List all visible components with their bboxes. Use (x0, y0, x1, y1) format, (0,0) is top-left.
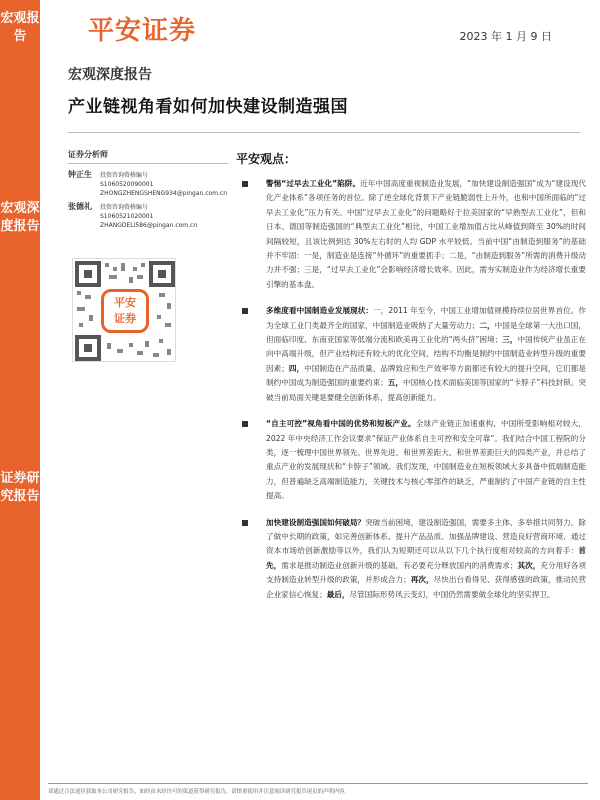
analyst-name: 张德礼 (68, 202, 92, 211)
analyst-cert: S1060521020001 (100, 213, 154, 220)
page-title: 产业链视角看如何加快建设制造强国 (68, 97, 348, 117)
bullet-square-icon (242, 520, 248, 526)
analyst-role: 投资咨询资格编号 (100, 204, 149, 211)
key-views (236, 150, 586, 602)
analyst-panel (68, 150, 228, 234)
analyst-role: 投资咨询资格编号 (100, 172, 149, 179)
footer-divider (48, 783, 588, 784)
qr-code (72, 258, 176, 362)
title-divider (68, 132, 580, 133)
analyst-email[interactable]: ZHANGDELI586@pingan.com.cn (100, 222, 198, 229)
qr-logo-badge: 平安 证券 (101, 289, 149, 333)
views-title: 平安观点： (236, 152, 297, 166)
analyst-header: 证券分析师 (68, 150, 228, 164)
bullet-square-icon (242, 421, 248, 427)
bullet-paragraph: “自主可控”视角看中国的优势和短板产业。全球产业链正加速重构，中国所受影响相对较大，2022 年中央经济工作会议要求“保证产业体系自主可控和安全可靠”。我们结合中国工程院的分类，逐一梳理中国世界领先、世界先进、和世界差距大、和世界差距巨大的四类产业，并总结了重点产业的发展现状和“卡脖子”领域。我们发现，中国制造业在短板领域大多具备中低端制造能力，但普遍缺乏高端制造能力，关键技术与核心零部件的缺乏，严重制约了中国产业链的自主性提高。 (236, 417, 586, 503)
analyst-entry (68, 170, 228, 198)
sidebar (0, 0, 40, 800)
report-type: 宏观深度报告 (68, 67, 152, 83)
report-date: 2023 年 1 月 9 日 (459, 30, 552, 43)
footer-disclaimer: 请通过合法途径获取本公司研究报告，如经由未经许可的渠道获得研究报告，请慎重使用并注意阅读研究报告尾页的声明内容。 (48, 789, 350, 795)
bullet-paragraph: 加快建设制造强国如何破局？突破当前困境，建设制造强国，需要多主体、多举措共同努力。除了做中长期的政策，如完善创新体系、提升产品品质、加强品牌建设、营造良好营商环境、通过资本市场给创新激励等以外，我们认为短期还可以从以下几个执行度相对较高的方向着手：首先，需求是推动制造业创新升级的基础，有必要充分释放国内的消费需求；其次，充分用好各项支持制造业转型升级的政策，并形成合力；再次，尽快出台看得见、获得感强的政策，推动民营企业家信心恢复；最后，尽管国际形势风云变幻，中国仍然需要做全球化的坚实捍卫。 (236, 516, 586, 602)
bullet-square-icon (242, 308, 248, 314)
analyst-cert: S1060520090001 (100, 181, 154, 188)
analyst-email[interactable]: ZHONGZHENGSHENG934@pingan.com.cn (100, 190, 228, 197)
bullet-paragraph: 警惕“过早去工业化”陷阱。近年中国高度重视制造业发展，“加快建设制造强国”成为“建设现代化产业体系”各项任务的首位。除了逆全球化背景下产业链脆弱性上升外，也和中国所面临的“过早去工业化”压力有关。中国“过早去工业化”的问题略好于拉美国家的“早熟型去工业化”，但和日本、德国等制造强国的“典型去工业化”相比，中国工业增加值占比从峰值到降至 30%的时间间隔较短，且该比例到达 30%左右时的人均 GDP 水平较低。当前中国“由制造到服务”的基础并不牢固：一是，制造业是连接“外循环”的重要抓手；二是，“由制造到服务”所需的消费升级动力并不强；三是，“过早去工业化”会影响经济增长效率。因此，需夯实制造业作为经济增长重要引擎的基本盘。 (236, 177, 586, 292)
analyst-entry (68, 202, 228, 230)
sidebar-label-mid: 宏观深度报告 (0, 201, 40, 234)
sidebar-label-bottom: 证券研究报告 (0, 471, 40, 504)
bullet-paragraph: 多维度看中国制造业发展现状：一，2011 年至今，中国工业增加值规模持续位居世界首位。作为全球工业门类最齐全的国家，中国制造业吸纳了大量劳动力；二，中国是全球第一大出口国，但面临印度、东南亚国家等低端分流和欧美再工业化的“两头挤”困境；三，中国传统产业虽正在向中高端升级，但产业结构还有较大的优化空间，结构不均衡是制约中国制造业转型升级的重要因素；四，中国制造在产品质量、品牌致应和生产效率等方面都还有较大的提升空间，它们都是制约中国成为制造强国的重要约束；五，中国核心技术面临美国等国家的“卡脖子”科技封锁。突破当前局面关键是要健全创新体系、提高创新能力。 (236, 304, 586, 405)
brand-logo: 平安证券 (88, 16, 197, 46)
sidebar-label-top: 宏观报告 (0, 11, 40, 44)
analyst-name: 钟正生 (68, 170, 92, 179)
bullet-square-icon (242, 181, 248, 187)
